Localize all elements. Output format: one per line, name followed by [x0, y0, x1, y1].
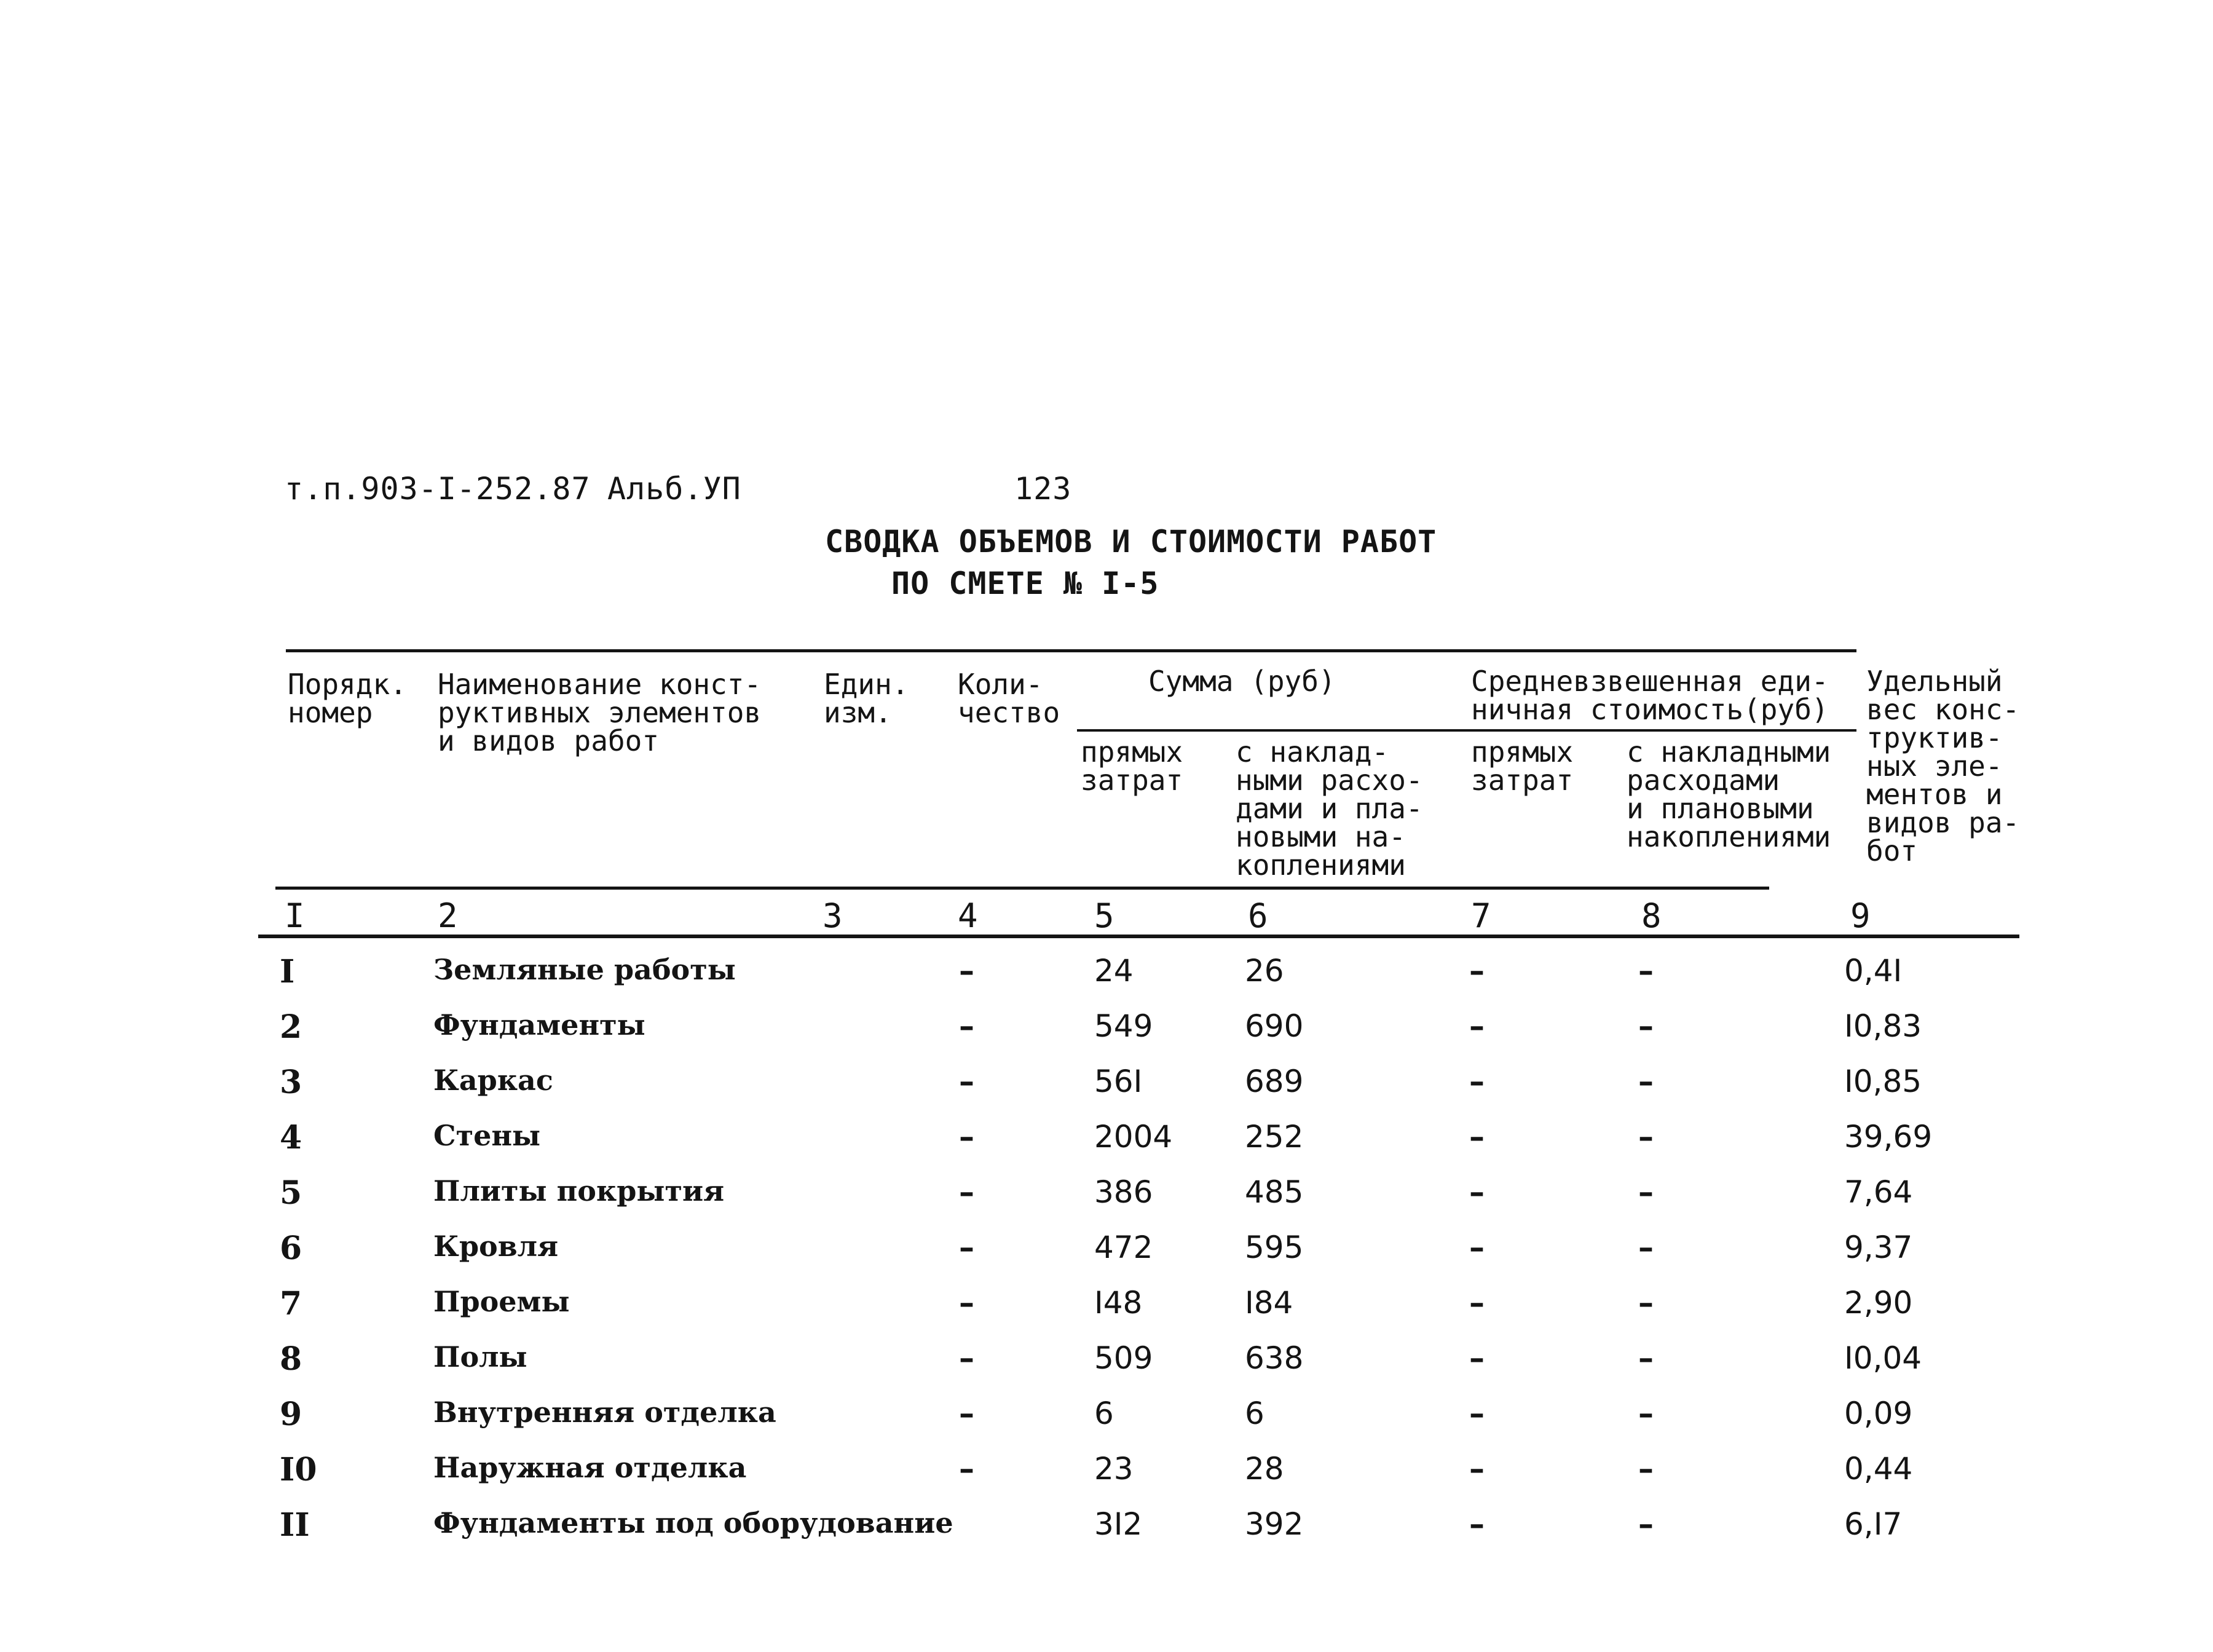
- row-direct-cost: 3I2: [1094, 1506, 1143, 1542]
- row-avg-overhead: –: [1638, 1174, 1654, 1210]
- row-overhead-cost: 28: [1245, 1451, 1284, 1487]
- column-number-3: 3: [822, 896, 843, 935]
- row-direct-cost: 509: [1094, 1340, 1153, 1376]
- row-number: 7: [280, 1285, 302, 1322]
- row-avg-overhead: –: [1638, 953, 1654, 989]
- document-code: т.п.903-I-252.87: [285, 471, 591, 507]
- row-direct-cost: I48: [1094, 1285, 1143, 1321]
- row-name: Полы: [433, 1340, 527, 1373]
- column-number-1: I: [285, 896, 305, 935]
- row-avg-overhead: –: [1638, 1230, 1654, 1265]
- row-name: Внутренняя отделка: [433, 1396, 776, 1429]
- header-avg-overhead: с накладными расходами и плановыми накоплениями: [1627, 735, 1831, 853]
- row-direct-cost: 23: [1094, 1451, 1134, 1487]
- column-number-2: 2: [438, 896, 458, 935]
- header-sum-overhead: с наклад- ными расхо- дами и пла- новыми на- коплениями: [1236, 735, 1423, 882]
- subheader-rule: [1077, 729, 1856, 732]
- column-number-8: 8: [1641, 896, 1662, 935]
- row-avg-direct: –: [1469, 1285, 1485, 1321]
- row-quantity: –: [959, 1174, 974, 1210]
- row-name: Земляные работы: [433, 953, 736, 986]
- row-avg-direct: –: [1469, 1451, 1485, 1487]
- row-overhead-cost: 485: [1245, 1174, 1304, 1210]
- row-share: I0,04: [1844, 1340, 1922, 1376]
- row-avg-direct: –: [1469, 1340, 1485, 1376]
- row-quantity: –: [959, 1119, 974, 1155]
- row-avg-overhead: –: [1638, 1008, 1654, 1044]
- row-share: I0,83: [1844, 1008, 1922, 1044]
- row-share: 7,64: [1844, 1174, 1913, 1210]
- header-bottom-rule: [275, 887, 1769, 890]
- row-direct-cost: 472: [1094, 1230, 1153, 1265]
- row-overhead-cost: 690: [1245, 1008, 1304, 1044]
- column-number-5: 5: [1094, 896, 1114, 935]
- row-direct-cost: 2004: [1094, 1119, 1173, 1155]
- row-number: 6: [280, 1230, 302, 1267]
- row-avg-direct: –: [1469, 1174, 1485, 1210]
- row-avg-overhead: –: [1638, 1451, 1654, 1487]
- row-avg-direct: –: [1469, 953, 1485, 989]
- row-avg-direct: –: [1469, 1230, 1485, 1265]
- document-subtitle: ПО СМЕТЕ № I-5: [891, 566, 1159, 601]
- row-quantity: –: [959, 1285, 974, 1321]
- row-name: Фундаменты под оборудование: [433, 1506, 953, 1539]
- column-number-9: 9: [1850, 896, 1871, 935]
- row-avg-direct: –: [1469, 1119, 1485, 1155]
- row-share: I0,85: [1844, 1064, 1922, 1099]
- row-quantity: –: [959, 953, 974, 989]
- row-name: Каркас: [433, 1064, 553, 1097]
- row-name: Наружная отделка: [433, 1451, 747, 1484]
- header-avg-group: Средневзвешенная еди- ничная стоимость(руб): [1471, 665, 1829, 726]
- row-name: Фундаменты: [433, 1008, 645, 1041]
- row-share: 2,90: [1844, 1285, 1913, 1321]
- row-quantity: –: [959, 1008, 974, 1044]
- table-top-rule: [286, 649, 1856, 652]
- row-overhead-cost: 638: [1245, 1340, 1304, 1376]
- row-avg-overhead: –: [1638, 1064, 1654, 1099]
- row-share: 6,I7: [1844, 1506, 1903, 1542]
- header-share: Удельный вес конс- труктив- ных эле- ментов и видов ра- бот: [1866, 665, 2020, 867]
- row-overhead-cost: 26: [1245, 953, 1284, 989]
- row-overhead-cost: 689: [1245, 1064, 1304, 1099]
- row-share: 0,4I: [1844, 953, 1903, 989]
- row-avg-direct: –: [1469, 1506, 1485, 1542]
- row-name: Кровля: [433, 1230, 559, 1263]
- page-number: 123: [1014, 471, 1072, 507]
- column-number-7: 7: [1471, 896, 1491, 935]
- row-quantity: –: [959, 1396, 974, 1431]
- row-overhead-cost: 595: [1245, 1230, 1304, 1265]
- row-quantity: –: [959, 1340, 974, 1376]
- row-avg-direct: –: [1469, 1008, 1485, 1044]
- document-title: СВОДКА ОБЪЕМОВ И СТОИМОСТИ РАБОТ: [825, 524, 1437, 559]
- row-avg-overhead: –: [1638, 1396, 1654, 1431]
- header-row-number: Порядк. номер: [288, 668, 407, 729]
- row-name: Стены: [433, 1119, 541, 1152]
- row-quantity: –: [959, 1064, 974, 1099]
- row-overhead-cost: I84: [1245, 1285, 1293, 1321]
- row-overhead-cost: 6: [1245, 1396, 1264, 1431]
- row-name: Проемы: [433, 1285, 570, 1318]
- header-quantity: Коли- чество: [958, 668, 1060, 729]
- column-number-6: 6: [1248, 896, 1268, 935]
- row-avg-overhead: –: [1638, 1285, 1654, 1321]
- row-direct-cost: 56I: [1094, 1064, 1143, 1099]
- column-number-4: 4: [958, 896, 978, 935]
- row-avg-direct: –: [1469, 1396, 1485, 1431]
- row-quantity: –: [959, 1230, 974, 1265]
- row-share: 39,69: [1844, 1119, 1933, 1155]
- column-number-rule: [258, 935, 2019, 938]
- row-number: I: [280, 953, 295, 990]
- row-number: 9: [280, 1396, 302, 1433]
- row-direct-cost: 549: [1094, 1008, 1153, 1044]
- row-avg-direct: –: [1469, 1064, 1485, 1099]
- album-label: Альб.УП: [607, 471, 741, 507]
- row-avg-overhead: –: [1638, 1506, 1654, 1542]
- header-sum-group: Сумма (руб): [1148, 665, 1336, 698]
- row-share: 0,09: [1844, 1396, 1913, 1431]
- row-overhead-cost: 252: [1245, 1119, 1304, 1155]
- row-direct-cost: 6: [1094, 1396, 1114, 1431]
- row-quantity: –: [959, 1451, 974, 1487]
- row-number: 2: [280, 1008, 302, 1046]
- row-share: 0,44: [1844, 1451, 1913, 1487]
- header-sum-direct: прямых затрат: [1081, 735, 1183, 797]
- header-avg-direct: прямых затрат: [1471, 735, 1574, 797]
- row-number: 8: [280, 1340, 302, 1378]
- row-number: 5: [280, 1174, 302, 1212]
- row-avg-overhead: –: [1638, 1340, 1654, 1376]
- row-direct-cost: 386: [1094, 1174, 1153, 1210]
- row-avg-overhead: –: [1638, 1119, 1654, 1155]
- row-share: 9,37: [1844, 1230, 1913, 1265]
- header-unit: Един. изм.: [824, 668, 909, 729]
- row-number: 3: [280, 1064, 302, 1101]
- row-number: II: [280, 1506, 310, 1544]
- row-number: 4: [280, 1119, 302, 1156]
- header-name: Наименование конст- руктивных элементов и видов работ: [438, 668, 762, 757]
- row-overhead-cost: 392: [1245, 1506, 1304, 1542]
- row-name: Плиты покрытия: [433, 1174, 725, 1207]
- row-direct-cost: 24: [1094, 953, 1134, 989]
- row-number: I0: [280, 1451, 317, 1488]
